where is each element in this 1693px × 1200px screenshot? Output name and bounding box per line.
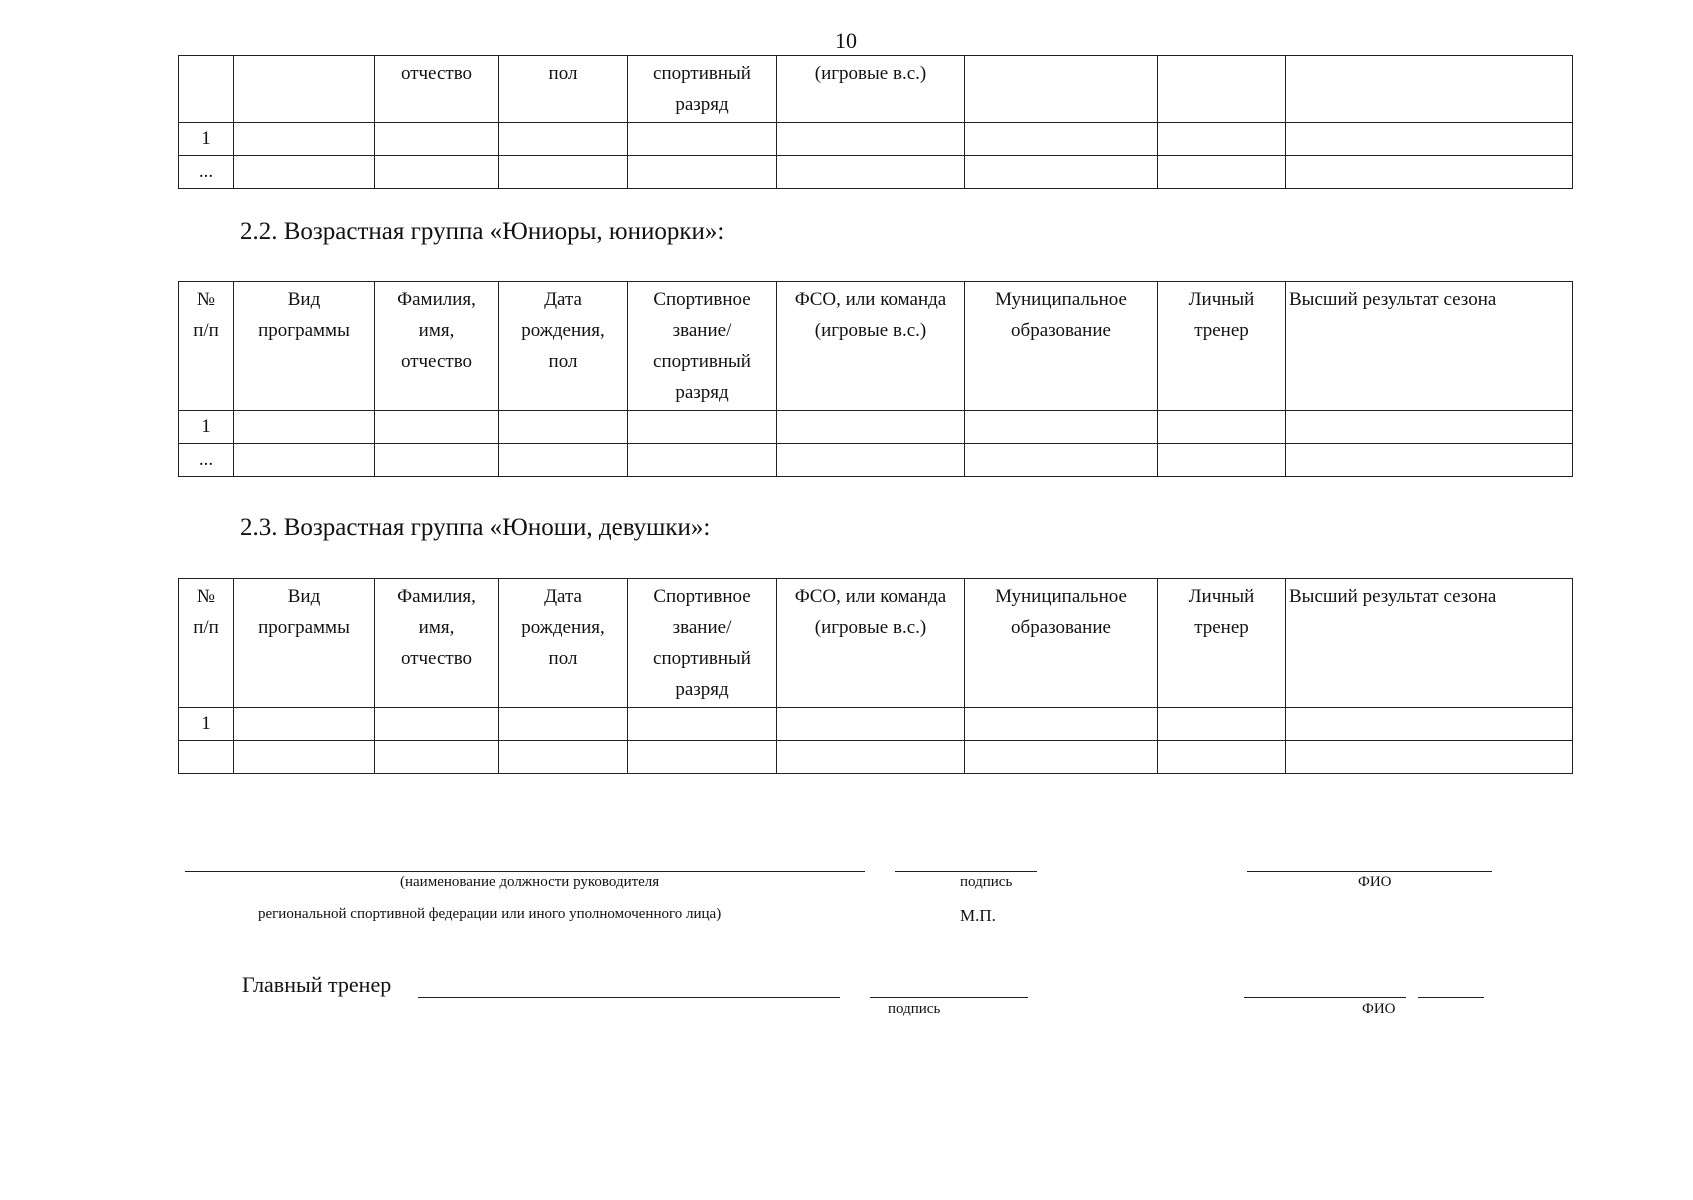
name-caption: ФИО (1358, 874, 1392, 890)
header-cell: № п/п (179, 579, 234, 708)
table-cell[interactable] (777, 123, 965, 156)
table-cell[interactable] (628, 411, 777, 444)
table-row (179, 444, 1573, 477)
table-cell[interactable] (965, 411, 1158, 444)
table-cell[interactable] (1158, 156, 1286, 189)
table-cell[interactable] (499, 123, 628, 156)
table-row (179, 411, 1573, 444)
table-cell[interactable]: ... (179, 444, 234, 477)
table-cell[interactable] (375, 156, 499, 189)
table-cell[interactable] (499, 741, 628, 774)
table-cell[interactable] (499, 411, 628, 444)
table-cell[interactable] (777, 411, 965, 444)
position-caption-line2: региональной спортивной федерации или иного уполномоченного лица) (258, 906, 722, 922)
table-cell[interactable] (965, 444, 1158, 477)
table-cell[interactable] (628, 741, 777, 774)
header-cell (179, 56, 234, 123)
table-cell[interactable] (777, 741, 965, 774)
table-cell[interactable] (234, 156, 375, 189)
header-cell: Высший результат сезона (1286, 579, 1573, 708)
header-cell: Вид программы (234, 282, 375, 411)
table-cell[interactable] (1286, 156, 1573, 189)
table-cell[interactable] (234, 741, 375, 774)
table-cell[interactable] (375, 123, 499, 156)
header-cell: пол (499, 56, 628, 123)
header-cell (234, 56, 375, 123)
table-cell[interactable] (965, 708, 1158, 741)
table-cell[interactable] (1286, 411, 1573, 444)
juniors-table (178, 281, 1573, 477)
table-cell[interactable] (1158, 708, 1286, 741)
table-cell[interactable] (628, 156, 777, 189)
header-cell: (игровые в.с.) (777, 56, 965, 123)
table-cell[interactable] (1158, 123, 1286, 156)
table-cell[interactable] (375, 741, 499, 774)
table-header-row (179, 282, 1573, 411)
table-row (179, 156, 1573, 189)
table-cell[interactable] (965, 156, 1158, 189)
continuation-table (178, 55, 1573, 189)
header-cell: Дата рождения, пол (499, 282, 628, 411)
table-cell[interactable] (234, 411, 375, 444)
table-cell[interactable] (375, 411, 499, 444)
table-cell[interactable] (628, 708, 777, 741)
header-cell: спортивный разряд (628, 56, 777, 123)
table-cell[interactable] (375, 444, 499, 477)
header-cell: ФСО, или команда (игровые в.с.) (777, 579, 965, 708)
header-cell: ФСО, или команда (игровые в.с.) (777, 282, 965, 411)
head-coach-name-line-extra (1418, 997, 1484, 998)
stamp-label: М.П. (960, 906, 996, 925)
table-cell[interactable] (965, 741, 1158, 774)
head-coach-signature-caption: подпись (888, 1001, 941, 1017)
table-cell[interactable] (234, 444, 375, 477)
table-cell[interactable]: 1 (179, 708, 234, 741)
name-line[interactable] (1247, 871, 1492, 872)
table-row (179, 741, 1573, 774)
table-row (179, 708, 1573, 741)
table-cell[interactable] (375, 708, 499, 741)
table-cell[interactable] (1286, 708, 1573, 741)
header-cell: Дата рождения, пол (499, 579, 628, 708)
head-coach-line[interactable] (418, 997, 840, 998)
head-coach-name-caption: ФИО (1362, 1001, 1396, 1017)
table-cell[interactable] (777, 708, 965, 741)
header-cell: Высший результат сезона (1286, 282, 1573, 411)
table-cell[interactable] (499, 708, 628, 741)
header-cell: Вид программы (234, 579, 375, 708)
table-cell[interactable] (1158, 411, 1286, 444)
table-cell[interactable] (628, 444, 777, 477)
header-cell: Спортивное звание/ спортивный разряд (628, 579, 777, 708)
table-cell[interactable] (234, 123, 375, 156)
header-cell (965, 56, 1158, 123)
header-cell (1286, 56, 1573, 123)
header-cell: № п/п (179, 282, 234, 411)
table-header-row (179, 579, 1573, 708)
signature-caption: подпись (960, 874, 1013, 890)
page-number: 10 (835, 28, 857, 53)
table-cell[interactable] (234, 708, 375, 741)
table-cell[interactable]: ... (179, 156, 234, 189)
table-cell[interactable] (1286, 444, 1573, 477)
table-cell[interactable] (499, 156, 628, 189)
header-cell: Личный тренер (1158, 282, 1286, 411)
header-cell: Муниципальное образование (965, 579, 1158, 708)
table-cell[interactable] (777, 444, 965, 477)
position-caption-line1: (наименование должности руководителя (400, 874, 660, 890)
header-cell: Фамилия, имя, отчество (375, 579, 499, 708)
table-cell[interactable] (1158, 444, 1286, 477)
section-heading-juniors: 2.2. Возрастная группа «Юниоры, юниорки»: (240, 218, 725, 245)
youth-table (178, 578, 1573, 774)
table-cell[interactable] (777, 156, 965, 189)
table-cell[interactable] (1286, 123, 1573, 156)
head-coach-name-line[interactable] (1244, 997, 1406, 998)
signature-line[interactable] (895, 871, 1037, 872)
header-cell: Муниципальное образование (965, 282, 1158, 411)
header-cell: Личный тренер (1158, 579, 1286, 708)
table-header-row (179, 56, 1573, 123)
table-cell[interactable] (1286, 741, 1573, 774)
table-cell[interactable]: 1 (179, 411, 234, 444)
table-cell[interactable] (1158, 741, 1286, 774)
header-cell: Фамилия, имя, отчество (375, 282, 499, 411)
section-heading-youth: 2.3. Возрастная группа «Юноши, девушки»: (240, 514, 711, 541)
header-cell: отчество (375, 56, 499, 123)
header-cell (1158, 56, 1286, 123)
header-cell: Спортивное звание/ спортивный разряд (628, 282, 777, 411)
table-cell[interactable]: 1 (179, 123, 234, 156)
table-cell[interactable] (499, 444, 628, 477)
table-cell[interactable] (628, 123, 777, 156)
table-cell[interactable] (965, 123, 1158, 156)
table-row (179, 123, 1573, 156)
position-signature-line[interactable] (185, 871, 865, 872)
head-coach-label: Главный тренер (242, 972, 392, 997)
head-coach-signature-line[interactable] (870, 997, 1028, 998)
table-cell[interactable] (179, 741, 234, 774)
